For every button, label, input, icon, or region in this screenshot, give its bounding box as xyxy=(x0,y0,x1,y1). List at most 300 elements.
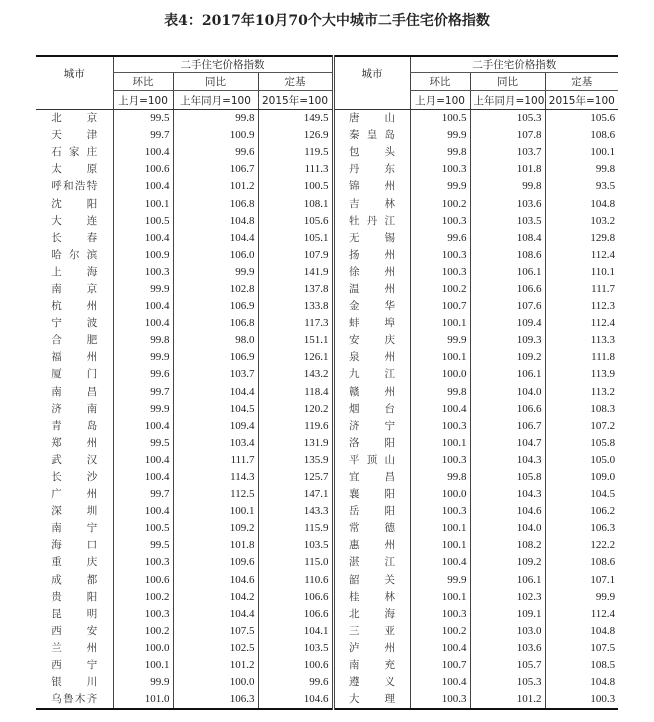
city-cell xyxy=(333,486,410,503)
yoy-value: 106.8 xyxy=(173,315,258,332)
price-index-table xyxy=(36,55,618,710)
base-value: 105.6 xyxy=(258,213,333,230)
city-cell xyxy=(333,332,410,349)
table-row xyxy=(36,691,618,709)
city-cell xyxy=(36,554,113,571)
city-cell xyxy=(333,554,410,571)
city-cell xyxy=(333,195,410,212)
city-name: 湛江 xyxy=(349,556,396,569)
mom-value: 100.2 xyxy=(410,281,470,298)
base-value: 93.5 xyxy=(545,178,618,195)
city-cell xyxy=(333,520,410,537)
table-row xyxy=(36,349,618,366)
mom-value: 100.1 xyxy=(410,349,470,366)
yoy-value: 104.4 xyxy=(173,606,258,623)
city-cell xyxy=(333,623,410,640)
mom-value: 99.9 xyxy=(410,178,470,195)
mom-value: 99.6 xyxy=(113,366,173,383)
yoy-value: 103.6 xyxy=(470,640,545,657)
city-name: 北海 xyxy=(349,607,396,620)
base-value: 99.8 xyxy=(545,161,618,178)
city-cell xyxy=(36,572,113,589)
table-row xyxy=(36,452,618,469)
city-cell xyxy=(333,349,410,366)
yoy-value: 109.4 xyxy=(470,315,545,332)
table-row xyxy=(36,144,618,161)
city-name: 西安 xyxy=(51,624,98,637)
city-name: 哈尔滨 xyxy=(51,248,98,261)
city-name: 成都 xyxy=(51,573,98,586)
col-mom-left: 环比 xyxy=(113,73,173,91)
yoy-value: 100.9 xyxy=(173,127,258,144)
col-yoy-left: 同比 xyxy=(173,73,258,91)
city-cell xyxy=(36,503,113,520)
city-name: 宁波 xyxy=(51,317,98,330)
city-cell xyxy=(333,298,410,315)
city-name: 西宁 xyxy=(51,659,98,672)
base-value: 108.6 xyxy=(545,554,618,571)
base-yoy-right: 上年同月=100 xyxy=(470,91,545,110)
base-value: 135.9 xyxy=(258,452,333,469)
base-value: 112.4 xyxy=(545,315,618,332)
mom-value: 100.4 xyxy=(113,230,173,247)
yoy-value: 101.2 xyxy=(470,691,545,709)
city-name: 三亚 xyxy=(349,624,396,637)
mom-value: 99.8 xyxy=(410,469,470,486)
city-cell xyxy=(333,247,410,264)
yoy-value: 101.2 xyxy=(173,178,258,195)
base-mom-left: 上月=100 xyxy=(113,91,173,110)
city-name: 北京 xyxy=(51,112,98,125)
base-value: 104.8 xyxy=(545,674,618,691)
city-header-blank xyxy=(333,91,410,110)
city-cell xyxy=(36,589,113,606)
base-value: 100.3 xyxy=(545,691,618,709)
city-cell xyxy=(333,640,410,657)
city-cell xyxy=(333,161,410,178)
city-cell xyxy=(36,281,113,298)
base-value: 108.5 xyxy=(545,657,618,674)
mom-value: 100.1 xyxy=(113,195,173,212)
base-value: 126.1 xyxy=(258,349,333,366)
city-name: 大理 xyxy=(349,693,396,706)
table-row xyxy=(36,435,618,452)
table-row xyxy=(36,195,618,212)
city-name: 大连 xyxy=(51,214,98,227)
yoy-value: 100.0 xyxy=(173,674,258,691)
table-row xyxy=(36,554,618,571)
base-value: 115.0 xyxy=(258,554,333,571)
yoy-value: 99.8 xyxy=(470,178,545,195)
mom-value: 100.3 xyxy=(113,554,173,571)
mom-value: 100.1 xyxy=(410,537,470,554)
base-value: 111.8 xyxy=(545,349,618,366)
city-cell xyxy=(36,452,113,469)
city-cell xyxy=(36,691,113,709)
city-cell xyxy=(36,264,113,281)
base-value: 108.6 xyxy=(545,127,618,144)
city-cell xyxy=(36,178,113,195)
base-value: 107.9 xyxy=(258,247,333,264)
yoy-value: 105.7 xyxy=(470,657,545,674)
mom-value: 100.1 xyxy=(410,315,470,332)
yoy-value: 98.0 xyxy=(173,332,258,349)
yoy-value: 105.3 xyxy=(470,674,545,691)
mom-value: 100.4 xyxy=(113,178,173,195)
base-value: 125.7 xyxy=(258,469,333,486)
mom-value: 99.9 xyxy=(113,281,173,298)
mom-value: 99.7 xyxy=(113,384,173,401)
yoy-value: 104.4 xyxy=(173,384,258,401)
yoy-value: 105.3 xyxy=(470,110,545,128)
mom-value: 99.5 xyxy=(113,435,173,452)
mom-value: 99.9 xyxy=(113,674,173,691)
city-name: 蚌埠 xyxy=(349,317,396,330)
base-base-left: 2015年=100 xyxy=(258,91,333,110)
base-value: 104.6 xyxy=(258,691,333,709)
col-yoy-right: 同比 xyxy=(470,73,545,91)
base-value: 119.6 xyxy=(258,418,333,435)
mom-value: 100.3 xyxy=(410,213,470,230)
city-cell xyxy=(36,110,113,128)
city-cell xyxy=(333,230,410,247)
mom-value: 100.1 xyxy=(410,520,470,537)
mom-value: 100.3 xyxy=(410,606,470,623)
city-name: 常德 xyxy=(349,522,396,535)
yoy-value: 101.2 xyxy=(173,657,258,674)
base-value: 106.6 xyxy=(258,589,333,606)
table-row xyxy=(36,418,618,435)
yoy-value: 103.6 xyxy=(470,195,545,212)
city-cell xyxy=(36,674,113,691)
base-value: 113.9 xyxy=(545,366,618,383)
yoy-value: 106.1 xyxy=(470,572,545,589)
base-value: 147.1 xyxy=(258,486,333,503)
base-value: 104.8 xyxy=(545,195,618,212)
base-value: 110.1 xyxy=(545,264,618,281)
mom-value: 100.3 xyxy=(113,264,173,281)
city-header-right: 城市 xyxy=(333,56,410,91)
mom-value: 100.6 xyxy=(113,161,173,178)
yoy-value: 106.1 xyxy=(470,264,545,281)
mom-value: 100.2 xyxy=(113,589,173,606)
yoy-value: 107.5 xyxy=(173,623,258,640)
mom-value: 99.7 xyxy=(113,127,173,144)
city-name: 沈阳 xyxy=(51,197,98,210)
city-name: 南充 xyxy=(349,659,396,672)
city-cell xyxy=(36,161,113,178)
base-value: 108.1 xyxy=(258,195,333,212)
city-cell xyxy=(36,230,113,247)
yoy-value: 108.4 xyxy=(470,230,545,247)
mom-value: 100.3 xyxy=(410,264,470,281)
city-cell xyxy=(333,469,410,486)
city-cell xyxy=(333,178,410,195)
yoy-value: 104.2 xyxy=(173,589,258,606)
mom-value: 99.5 xyxy=(113,110,173,128)
city-name: 青岛 xyxy=(51,419,98,432)
base-value: 103.2 xyxy=(545,213,618,230)
mom-value: 100.3 xyxy=(410,691,470,709)
city-cell xyxy=(333,572,410,589)
table-row xyxy=(36,486,618,503)
yoy-value: 104.7 xyxy=(470,435,545,452)
base-value: 107.2 xyxy=(545,418,618,435)
mom-value: 99.8 xyxy=(410,384,470,401)
city-name: 南京 xyxy=(51,282,98,295)
city-cell xyxy=(36,623,113,640)
table-row xyxy=(36,213,618,230)
city-name: 金华 xyxy=(349,300,396,313)
base-value: 104.5 xyxy=(545,486,618,503)
city-name: 太原 xyxy=(51,163,98,176)
mom-value: 100.5 xyxy=(113,520,173,537)
mom-value: 100.4 xyxy=(113,418,173,435)
city-cell xyxy=(36,332,113,349)
mom-value: 100.4 xyxy=(410,554,470,571)
mom-value: 100.7 xyxy=(410,298,470,315)
base-value: 137.8 xyxy=(258,281,333,298)
base-value: 110.6 xyxy=(258,572,333,589)
city-cell xyxy=(333,110,410,128)
mom-value: 100.5 xyxy=(113,213,173,230)
base-value: 151.1 xyxy=(258,332,333,349)
mom-value: 100.4 xyxy=(410,674,470,691)
table-row xyxy=(36,264,618,281)
city-name: 襄阳 xyxy=(349,488,396,501)
yoy-value: 99.9 xyxy=(173,264,258,281)
yoy-value: 106.7 xyxy=(173,161,258,178)
city-name: 遵义 xyxy=(349,676,396,689)
mom-value: 99.9 xyxy=(113,349,173,366)
yoy-value: 112.5 xyxy=(173,486,258,503)
yoy-value: 105.8 xyxy=(470,469,545,486)
city-name: 南昌 xyxy=(51,385,98,398)
yoy-value: 107.8 xyxy=(470,127,545,144)
yoy-value: 104.3 xyxy=(470,452,545,469)
table-row xyxy=(36,230,618,247)
mom-value: 100.6 xyxy=(113,572,173,589)
city-name: 重庆 xyxy=(51,556,98,569)
yoy-value: 109.6 xyxy=(173,554,258,571)
yoy-value: 106.3 xyxy=(173,691,258,709)
base-value: 141.9 xyxy=(258,264,333,281)
yoy-value: 99.6 xyxy=(173,144,258,161)
city-name: 唐山 xyxy=(349,112,396,125)
city-cell xyxy=(333,589,410,606)
table-row xyxy=(36,366,618,383)
city-name: 牡丹江 xyxy=(349,214,396,227)
base-value: 100.5 xyxy=(258,178,333,195)
city-name: 赣州 xyxy=(349,385,396,398)
mom-value: 100.4 xyxy=(113,144,173,161)
city-cell xyxy=(333,606,410,623)
city-name: 南宁 xyxy=(51,522,98,535)
base-value: 113.3 xyxy=(545,332,618,349)
mom-value: 100.5 xyxy=(410,110,470,128)
yoy-value: 102.3 xyxy=(470,589,545,606)
city-cell xyxy=(36,247,113,264)
city-name: 上海 xyxy=(51,265,98,278)
base-value: 105.6 xyxy=(545,110,618,128)
yoy-value: 106.1 xyxy=(470,366,545,383)
base-value: 99.6 xyxy=(258,674,333,691)
city-name: 包头 xyxy=(349,146,396,159)
table-row xyxy=(36,332,618,349)
mom-value: 101.0 xyxy=(113,691,173,709)
base-value: 126.9 xyxy=(258,127,333,144)
mom-value: 100.1 xyxy=(410,435,470,452)
city-cell xyxy=(333,452,410,469)
yoy-value: 109.2 xyxy=(470,554,545,571)
base-value: 106.3 xyxy=(545,520,618,537)
city-cell xyxy=(36,640,113,657)
city-name: 深圳 xyxy=(51,505,98,518)
mom-value: 100.4 xyxy=(113,469,173,486)
yoy-value: 108.2 xyxy=(470,537,545,554)
base-value: 109.0 xyxy=(545,469,618,486)
mom-value: 100.1 xyxy=(113,657,173,674)
city-name: 杭州 xyxy=(51,300,98,313)
city-cell xyxy=(36,486,113,503)
yoy-value: 104.5 xyxy=(173,401,258,418)
city-name: 天津 xyxy=(51,129,98,142)
base-value: 111.3 xyxy=(258,161,333,178)
city-name: 安庆 xyxy=(349,334,396,347)
city-name: 惠州 xyxy=(349,539,396,552)
mom-value: 99.7 xyxy=(113,486,173,503)
table-row xyxy=(36,315,618,332)
mom-value: 100.2 xyxy=(113,623,173,640)
city-name: 岳阳 xyxy=(349,505,396,518)
base-value: 120.2 xyxy=(258,401,333,418)
table-row xyxy=(36,572,618,589)
table-row xyxy=(36,127,618,144)
table-row xyxy=(36,623,618,640)
city-name: 韶关 xyxy=(349,573,396,586)
city-name: 秦皇岛 xyxy=(349,129,396,142)
yoy-value: 109.3 xyxy=(470,332,545,349)
yoy-value: 109.1 xyxy=(470,606,545,623)
city-name: 济南 xyxy=(51,402,98,415)
city-cell xyxy=(333,127,410,144)
mom-value: 100.0 xyxy=(410,486,470,503)
city-name: 长沙 xyxy=(51,471,98,484)
mom-value: 100.4 xyxy=(113,315,173,332)
city-name: 扬州 xyxy=(349,248,396,261)
city-name: 烟台 xyxy=(349,402,396,415)
mom-value: 100.4 xyxy=(113,503,173,520)
city-cell xyxy=(36,401,113,418)
col-mom-right: 环比 xyxy=(410,73,470,91)
base-value: 105.1 xyxy=(258,230,333,247)
base-value: 106.6 xyxy=(258,606,333,623)
mom-value: 100.9 xyxy=(113,247,173,264)
yoy-value: 103.7 xyxy=(173,366,258,383)
city-header-left: 城市 xyxy=(63,68,85,81)
city-cell xyxy=(36,537,113,554)
mom-value: 100.4 xyxy=(410,401,470,418)
yoy-value: 104.4 xyxy=(173,230,258,247)
mom-value: 100.7 xyxy=(410,657,470,674)
city-name: 郑州 xyxy=(51,436,98,449)
city-cell xyxy=(333,435,410,452)
table-row xyxy=(36,110,618,128)
base-value: 113.2 xyxy=(545,384,618,401)
mom-value: 100.3 xyxy=(410,503,470,520)
yoy-value: 101.8 xyxy=(470,161,545,178)
city-cell xyxy=(333,691,410,709)
table-row xyxy=(36,640,618,657)
mom-value: 100.4 xyxy=(410,640,470,657)
table-row xyxy=(36,537,618,554)
yoy-value: 109.2 xyxy=(470,349,545,366)
city-name: 乌鲁木齐 xyxy=(51,693,98,706)
base-base-right: 2015年=100 xyxy=(545,91,618,110)
city-name: 厦门 xyxy=(51,368,98,381)
yoy-value: 99.8 xyxy=(173,110,258,128)
yoy-value: 106.8 xyxy=(173,195,258,212)
city-cell xyxy=(333,315,410,332)
city-cell xyxy=(333,537,410,554)
yoy-value: 101.8 xyxy=(173,537,258,554)
city-name: 无锡 xyxy=(349,231,396,244)
city-cell xyxy=(36,657,113,674)
city-cell xyxy=(333,264,410,281)
yoy-value: 106.7 xyxy=(470,418,545,435)
city-name: 吉林 xyxy=(349,197,396,210)
mom-value: 99.8 xyxy=(113,332,173,349)
city-cell xyxy=(333,401,410,418)
city-cell xyxy=(36,144,113,161)
city-cell xyxy=(36,366,113,383)
col-base-right: 定基 xyxy=(545,73,618,91)
base-value: 105.8 xyxy=(545,435,618,452)
yoy-value: 109.2 xyxy=(173,520,258,537)
city-cell xyxy=(36,520,113,537)
city-name: 宜昌 xyxy=(349,471,396,484)
city-name: 海口 xyxy=(51,539,98,552)
yoy-value: 102.5 xyxy=(173,640,258,657)
table-row xyxy=(36,298,618,315)
yoy-value: 103.5 xyxy=(470,213,545,230)
city-cell xyxy=(36,213,113,230)
city-header-blank xyxy=(36,91,113,110)
table-row xyxy=(36,281,618,298)
mom-value: 100.4 xyxy=(113,452,173,469)
mom-value: 100.2 xyxy=(410,195,470,212)
city-cell xyxy=(36,195,113,212)
city-name: 福州 xyxy=(51,351,98,364)
table-row xyxy=(36,657,618,674)
base-value: 149.5 xyxy=(258,110,333,128)
city-cell xyxy=(36,435,113,452)
city-cell xyxy=(333,674,410,691)
base-value: 100.6 xyxy=(258,657,333,674)
city-cell xyxy=(36,315,113,332)
yoy-value: 104.0 xyxy=(470,520,545,537)
base-value: 100.1 xyxy=(545,144,618,161)
base-value: 119.5 xyxy=(258,144,333,161)
table-body xyxy=(36,110,618,710)
base-value: 115.9 xyxy=(258,520,333,537)
city-cell xyxy=(333,418,410,435)
base-yoy-left: 上年同月=100 xyxy=(173,91,258,110)
city-name: 九江 xyxy=(349,368,396,381)
yoy-value: 104.6 xyxy=(173,572,258,589)
city-name: 兰州 xyxy=(51,641,98,654)
city-cell xyxy=(333,213,410,230)
